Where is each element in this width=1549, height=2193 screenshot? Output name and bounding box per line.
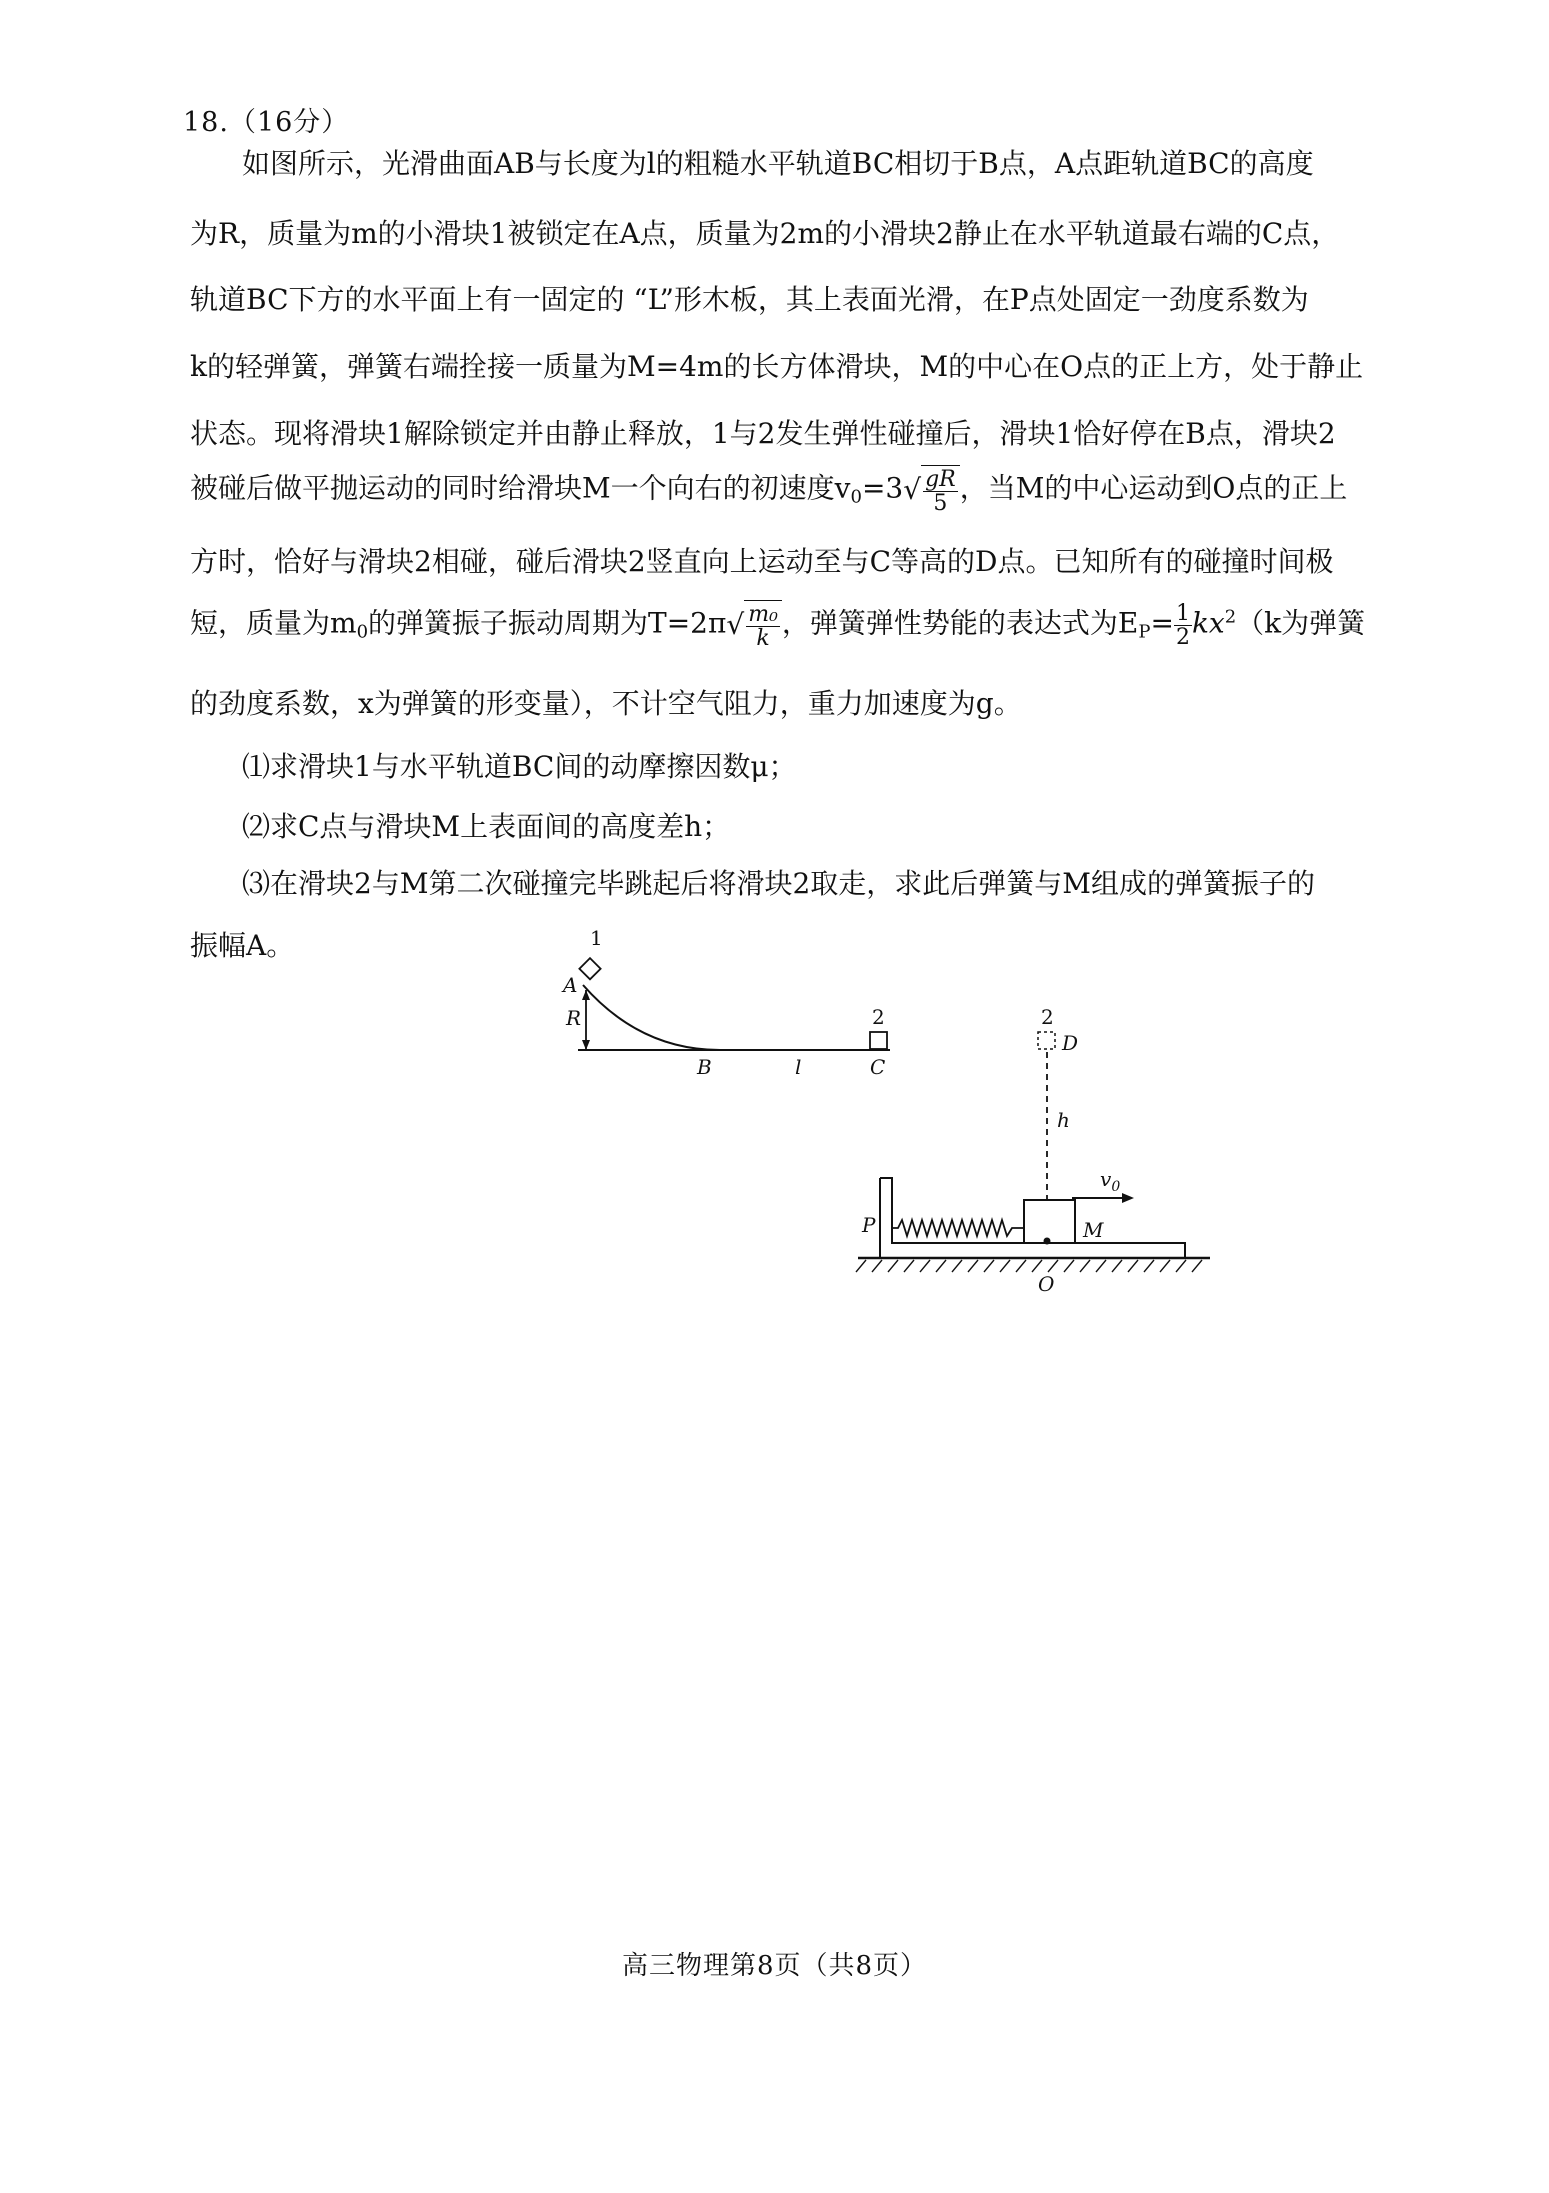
block-m bbox=[1024, 1200, 1075, 1243]
block-1 bbox=[579, 958, 600, 979]
sqrt-gR-over-5: √ $\frac{gR}{5}$ bbox=[903, 465, 960, 515]
ground-hatching bbox=[856, 1260, 1202, 1272]
question-number: 18.（16分） bbox=[183, 107, 350, 138]
problem-line-8: 短，质量为$m_0$的弹簧振子振动周期为T=2π√ $\frac{\text{m₀}}{k}$ ，弹簧弹性势能的表达式为$E_P=$ $\frac{1}{2}$ $kx^2(k$为弹簧 bbox=[190, 600, 1366, 652]
block-2-at-c bbox=[870, 1032, 887, 1049]
problem-line-2: 为R，质量为m的小滑块1被锁定在A点，质量为2m的小滑块2静止在水平轨道最右端的C点， bbox=[190, 217, 1340, 250]
label-l: l bbox=[795, 1055, 802, 1079]
point-o-marker bbox=[1044, 1238, 1051, 1245]
fraction-one-half: $\frac{1}{2}$ bbox=[1175, 600, 1190, 650]
subquestion-3-line-1: ⑶在滑块2与M第二次碰撞完毕跳起后将滑块2取走，求此后弹簧与M组成的弹簧振子的 bbox=[242, 867, 1315, 900]
label-1: 1 bbox=[590, 926, 603, 950]
label-a: A bbox=[563, 973, 578, 997]
curved-track-ab bbox=[583, 985, 720, 1050]
subquestion-1: ⑴求滑块1与水平轨道BC间的动摩擦因数μ； bbox=[242, 750, 797, 783]
problem-line-1: 如图所示，光滑曲面AB与长度为l的粗糙水平轨道BC相切于B点，A点距轨道BC的高度 bbox=[242, 147, 1314, 180]
subquestion-2: ⑵求C点与滑块M上表面间的高度差h； bbox=[242, 810, 731, 843]
problem-line-6: 被碰后做平抛运动的同时给滑块M一个向右的初速度$v_0=3√$ $\frac{gR}{5}$ ，当M的中心运动到O点的正上 bbox=[190, 467, 1348, 517]
label-m: M bbox=[1083, 1218, 1104, 1242]
block-2-at-d bbox=[1038, 1032, 1055, 1049]
spring bbox=[893, 1220, 1024, 1236]
velocity-arrow-head bbox=[1122, 1193, 1134, 1203]
label-d: D bbox=[1062, 1031, 1079, 1055]
problem-line-4: k的轻弹簧，弹簧右端拴接一质量为M=4m的长方体滑块，M的中心在O点的正上方，处于静止 bbox=[190, 350, 1364, 383]
label-h: h bbox=[1057, 1108, 1070, 1132]
problem-line-9: 的劲度系数，x为弹簧的形变量），不计空气阻力，重力加速度为g。 bbox=[190, 687, 1022, 720]
problem-line-3: 轨道BC下方的水平面上有一固定的 “L”形木板，其上表面光滑，在P点处固定一劲度系数为 bbox=[190, 283, 1309, 316]
label-p: P bbox=[862, 1213, 876, 1237]
page-footer: 高三物理第8页（共8页） bbox=[621, 1951, 928, 1981]
label-2-left: 2 bbox=[872, 1005, 885, 1029]
label-c: C bbox=[870, 1055, 886, 1079]
label-r: R bbox=[566, 1006, 582, 1030]
label-v0: $v_0$ bbox=[1100, 1167, 1121, 1195]
label-o: O bbox=[1038, 1272, 1055, 1296]
arrow-head-down bbox=[582, 1040, 590, 1050]
problem-line-5: 状态。现将滑块1解除锁定并由静止释放，1与2发生弹性碰撞后，滑块1恰好停在B点，滑块2 bbox=[190, 417, 1336, 450]
label-2-right: 2 bbox=[1041, 1005, 1054, 1029]
label-b: B bbox=[697, 1055, 712, 1079]
subquestion-3-line-2: 振幅A。 bbox=[190, 929, 295, 962]
sqrt-m0-over-k: √ $\frac{\text{m₀}}{k}$ bbox=[726, 600, 782, 650]
problem-line-7: 方时，恰好与滑块2相碰，碰后滑块2竖直向上运动至与C等高的D点。已知所有的碰撞时间极 bbox=[190, 545, 1334, 578]
